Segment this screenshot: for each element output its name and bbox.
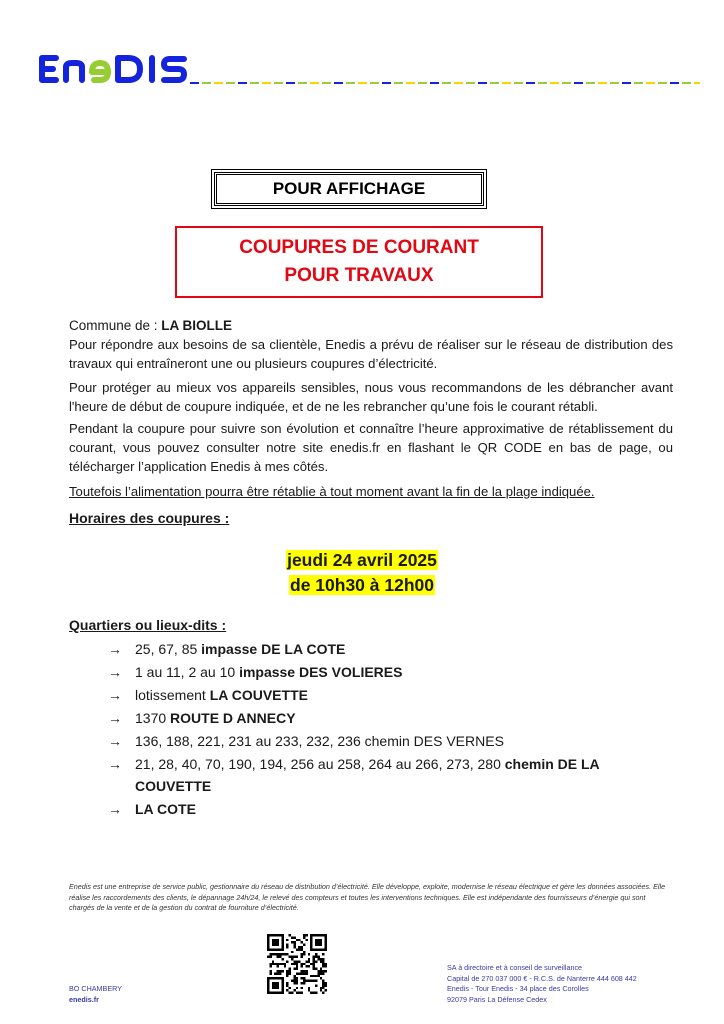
list-item: → lotissement LA COUVETTE [108, 684, 668, 706]
arrow-icon: → [108, 664, 122, 680]
paragraph-appliances: Pour protéger au mieux vos appareils sensibles, nous vous recommandons de les débrancher avant l'heure de début de coupure indiquée, et de ne les rebrancher qu’une fois le courant rétabli. [69, 380, 673, 414]
title-line-2: POUR TRAVAUX [284, 265, 434, 286]
arrow-icon: → [108, 733, 122, 749]
title-box [175, 226, 543, 298]
list-item: → 1370 ROUTE D ANNECY [108, 707, 668, 729]
paragraph-follow: Pendant la coupure pour suivre son évolution et connaître l’heure approximative de rétablissement du courant, vous pouvez consulter notre site enedis.fr en flashant le QR CODE en bas de page, ou télécharger l’application Enedis à mes côtés. [69, 421, 673, 474]
arrow-icon: → [108, 710, 122, 726]
footer-disclaimer: Enedis est une entreprise de service public, gestionnaire du réseau de distribution d’électricité. Elle développe, exploite, modernise le réseau électrique et gère les données associées. Elle réalise les raccordements des clients, le dépannage 24h/24, le relevé des compteurs et toutes les interventions techniques. Elle est indépendante des fournisseurs d’énergie qui sont chargés de la vente et de la gestion du contrat de fourniture d’électricité. [69, 882, 666, 912]
commune-line [69, 316, 673, 335]
office-name: BO CHAMBERY [69, 984, 122, 993]
arrow-icon: → [108, 801, 122, 817]
commune-label: Commune de : [69, 318, 162, 333]
quartiers-heading: Quartiers ou lieux-dits : [69, 617, 227, 633]
outage-schedule [0, 548, 724, 598]
legal-line: Enedis - Tour Enedis - 34 place des Corolles [447, 984, 589, 993]
enedis-logo [36, 52, 192, 86]
legal-line: Capital de 270 037 000 € - R.C.S. de Nanterre 444 608 442 [447, 973, 637, 983]
qr-code-icon[interactable] [267, 934, 327, 994]
pour-affichage-label: POUR AFFICHAGE [214, 172, 484, 206]
legal-line: 92079 Paris La Défense Cedex [447, 994, 547, 1004]
list-item: → LA COTE [108, 798, 668, 820]
arrow-icon: → [108, 641, 122, 657]
legal-line: SA à directoire et à conseil de surveillance [447, 963, 583, 972]
list-item: → 136, 188, 221, 231 au 233, 232, 236 chemin DES VERNES [108, 730, 668, 752]
street-list [108, 638, 668, 821]
title-line-1: COUPURES DE COURANT [239, 237, 479, 258]
outage-time: de 10h30 à 12h00 [290, 575, 434, 595]
arrow-icon: → [108, 687, 122, 703]
list-item: → 1 au 11, 2 au 10 impasse DES VOLIERES [108, 661, 668, 683]
list-item: → 21, 28, 40, 70, 190, 194, 256 au 258, 264 au 266, 273, 280 chemin DE LA COUVETTE [108, 753, 668, 797]
office-info [69, 984, 122, 1005]
commune-name: LA BIOLLE [161, 318, 233, 333]
brand-dashed-line [190, 81, 700, 85]
arrow-icon: → [108, 756, 122, 772]
outage-date: jeudi 24 avril 2025 [287, 550, 437, 570]
paragraph-warning: Toutefois l’alimentation pourra être rétablie à tout moment avant la fin de la plage indiquée. [69, 484, 595, 499]
horaires-heading: Horaires des coupures : [69, 510, 230, 526]
site-link[interactable]: enedis.fr [69, 994, 99, 1004]
list-item: → 25, 67, 85 impasse DE LA COTE [108, 638, 668, 660]
paragraph-intro: Pour répondre aux besoins de sa clientèle, Enedis a prévu de réaliser sur le réseau de distribution des travaux qui entraîneront une ou plusieurs coupures d’électricité. [69, 337, 673, 371]
legal-info [447, 963, 677, 1005]
